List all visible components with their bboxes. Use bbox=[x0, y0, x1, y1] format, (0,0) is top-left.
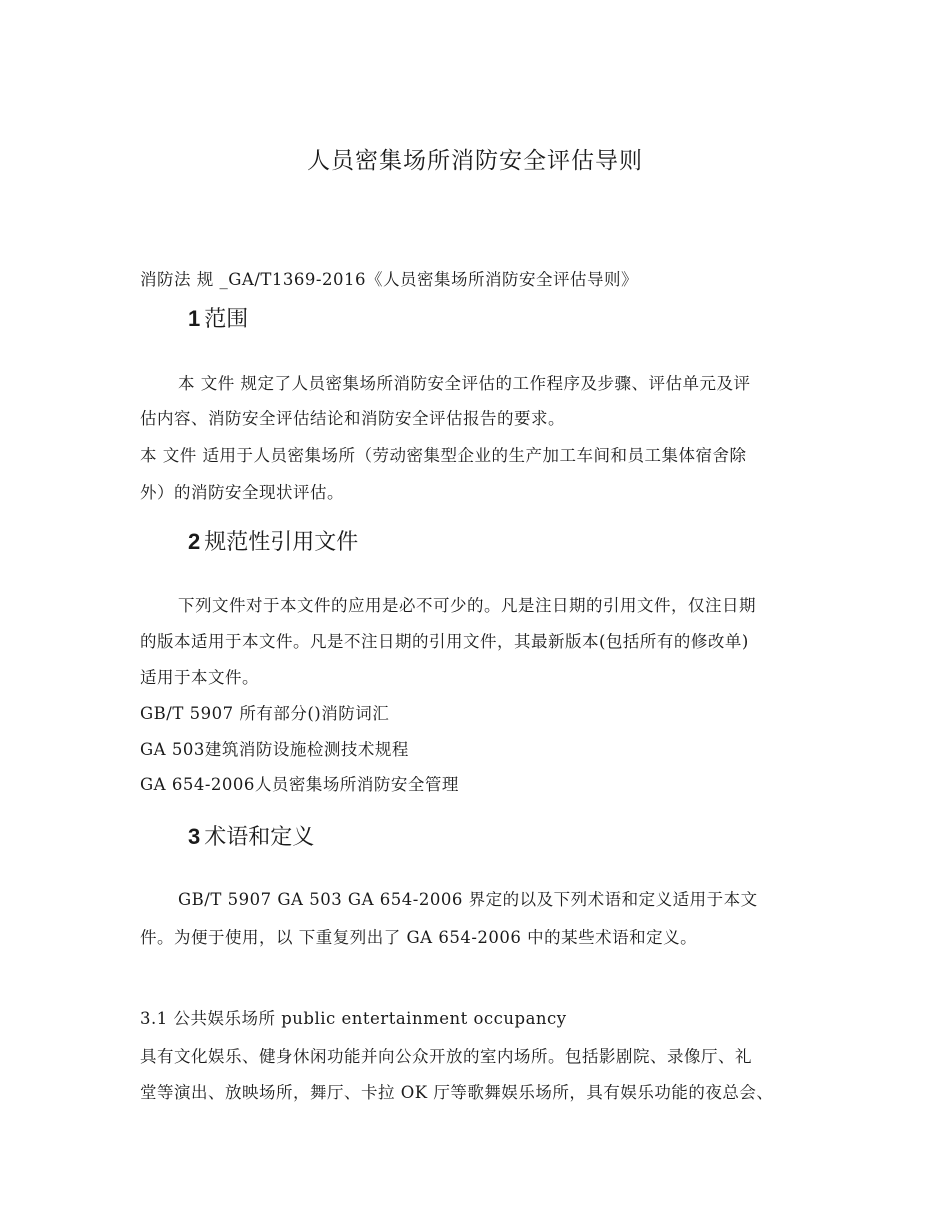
source-line: 消防法 规 _GA/T1369-2016《人员密集场所消防安全评估导则》 bbox=[140, 270, 638, 289]
paragraph-line: 本 文件 规定了人员密集场所消防安全评估的工作程序及步骤、评估单元及评 bbox=[178, 374, 751, 393]
paragraph-line: 堂等演出、放映场所，舞厅、卡拉 OK 厅等歌舞娱乐场所，具有娱乐功能的夜总会、 bbox=[140, 1083, 774, 1102]
paragraph-line: 件。为便于使用，以 下重复列出了 GA 654-2006 中的某些术语和定义。 bbox=[140, 928, 698, 947]
paragraph-line: 本 文件 适用于人员密集场所（劳动密集型企业的生产加工车间和员工集体宿舍除 bbox=[140, 446, 747, 465]
paragraph-line: 估内容、消防安全评估结论和消防安全评估报告的要求。 bbox=[140, 409, 565, 428]
paragraph-line: 下列文件对于本文件的应用是必不可少的。凡是注日期的引用文件，仅注日期 bbox=[178, 596, 756, 615]
section-3-heading bbox=[188, 820, 314, 851]
section-1-heading bbox=[188, 302, 248, 333]
paragraph-line: 适用于本文件。 bbox=[140, 668, 259, 687]
section-title: 范围 bbox=[204, 307, 249, 332]
document-title: 人员密集场所消防安全评估导则 bbox=[307, 148, 643, 174]
reference-item: GA 654-2006人员密集场所消防安全管理 bbox=[140, 775, 459, 794]
reference-item: GB/T 5907 所有部分()消防词汇 bbox=[140, 704, 390, 723]
section-title: 术语和定义 bbox=[204, 825, 315, 850]
section-title: 规范性引用文件 bbox=[204, 530, 359, 555]
term-heading: 3.1 公共娱乐场所 public entertainment occupancy bbox=[140, 1009, 567, 1028]
reference-item: GA 503建筑消防设施检测技术规程 bbox=[140, 740, 409, 759]
paragraph-line: 具有文化娱乐、健身休闲功能并向公众开放的室内场所。包括影剧院、录像厅、礼 bbox=[140, 1047, 752, 1066]
section-number: 2 bbox=[188, 529, 201, 554]
paragraph-line: GB/T 5907 GA 503 GA 654-2006 界定的以及下列术语和定义适用于本文 bbox=[178, 890, 758, 909]
section-number: 1 bbox=[188, 306, 201, 331]
paragraph-line: 的版本适用于本文件。凡是不注日期的引用文件，其最新版本(包括所有的修改单) bbox=[140, 632, 749, 651]
section-2-heading bbox=[188, 525, 358, 556]
paragraph-line: 外）的消防安全现状评估。 bbox=[140, 483, 344, 502]
section-number: 3 bbox=[188, 824, 201, 849]
